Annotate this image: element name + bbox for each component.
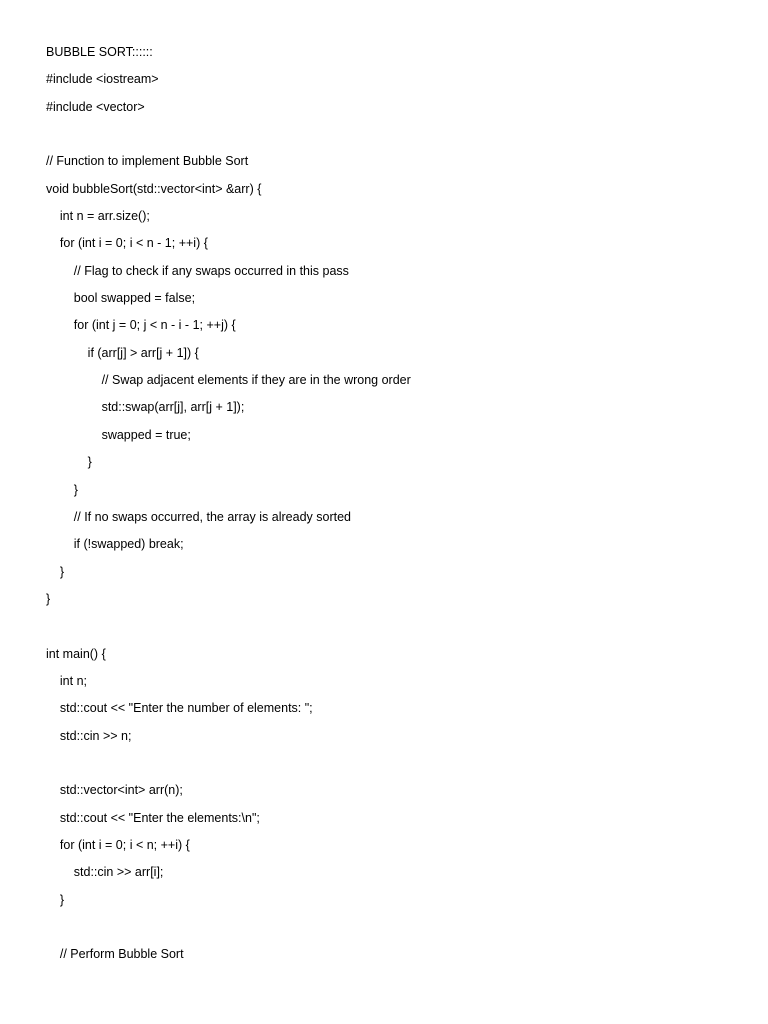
text-line: int n = arr.size(); [46,209,150,224]
text-line: for (int j = 0; j < n - i - 1; ++j) { [46,318,236,333]
text-line: void bubbleSort(std::vector<int> &arr) { [46,181,262,196]
text-line: // If no swaps occurred, the array is already sorted [46,509,351,524]
text-line: int main() { [46,646,106,661]
text-line: for (int i = 0; i < n - 1; ++i) { [46,236,208,251]
text-line: if (!swapped) break; [46,537,184,552]
text-line [46,613,736,640]
text-line: // Flag to check if any swaps occurred in this pass [46,263,349,278]
text-line: #include <vector> [46,99,145,114]
text-line: #include <iostream> [46,72,159,87]
text-line [46,121,736,148]
text-line: bool swapped = false; [46,291,196,306]
text-line: std::cin >> arr[i]; [46,865,164,880]
text-line: std::cout << "Enter the number of elements: "; [46,701,313,716]
text-line: // Swap adjacent elements if they are in the wrong order [46,373,411,388]
text-line: } [46,564,65,579]
text-line: std::cin >> n; [46,728,132,743]
text-line: // Function to implement Bubble Sort [46,154,249,169]
text-line: if (arr[j] > arr[j + 1]) { [46,345,199,360]
text-line: std::cout << "Enter the elements:\n"; [46,810,260,825]
text-line: for (int i = 0; i < n; ++i) { [46,837,190,852]
text-line: } [46,455,92,470]
text-line: swapped = true; [46,427,191,442]
text-line: } [46,482,78,497]
text-line: std::swap(arr[j], arr[j + 1]); [46,400,245,415]
text-line: } [46,591,51,606]
text-line: } [46,892,65,907]
text-line: BUBBLE SORT:::::: [46,45,153,59]
text-line [46,914,736,941]
text-line: int n; [46,673,87,688]
text-line: std::vector<int> arr(n); [46,783,183,798]
text-line: // Perform Bubble Sort [46,947,184,962]
document-body [46,39,736,969]
text-line [46,750,736,777]
